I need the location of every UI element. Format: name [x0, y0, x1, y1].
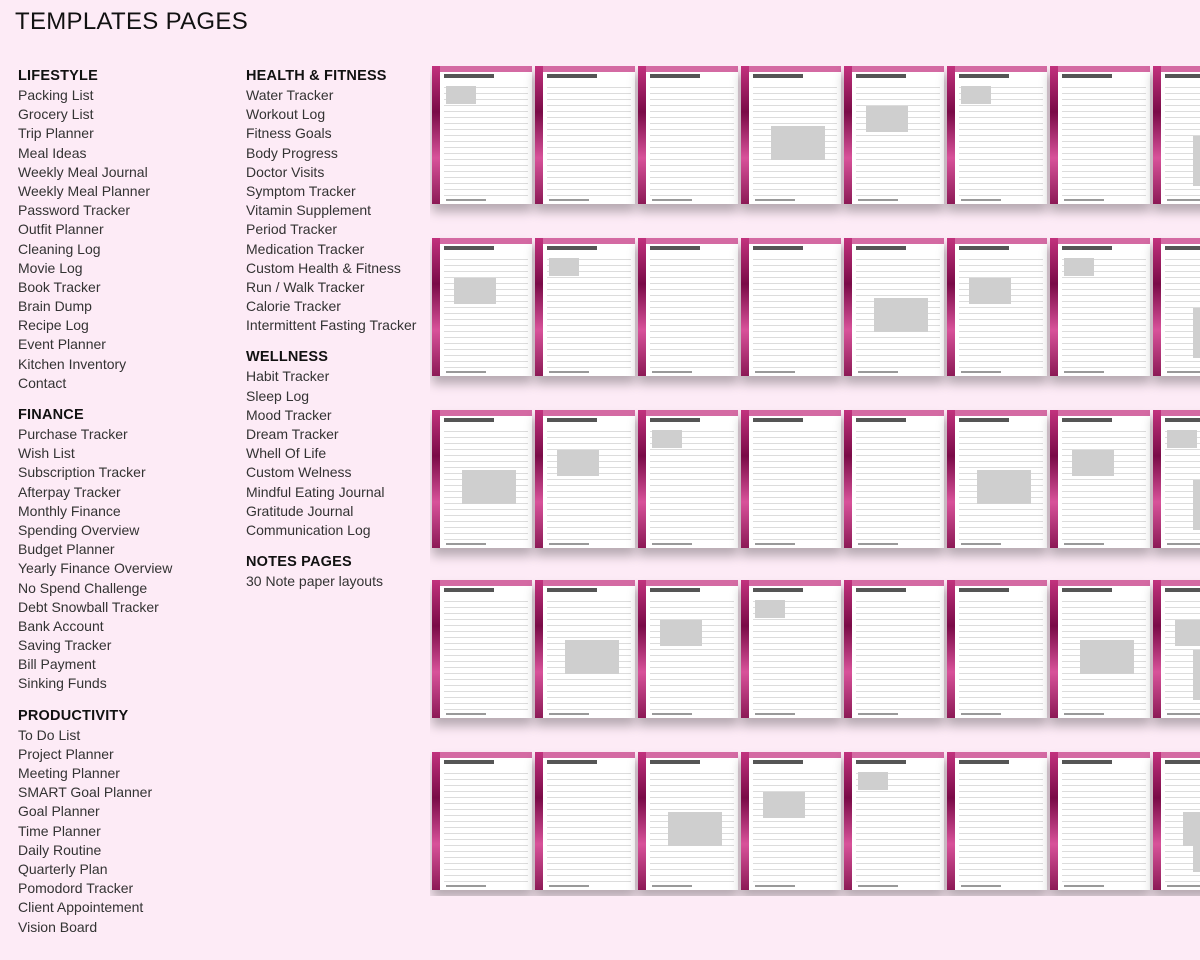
template-preview-row — [430, 752, 1200, 892]
template-preview-thumbnail — [1050, 410, 1150, 548]
template-preview-thumbnail — [1050, 238, 1150, 376]
template-list-item: 30 Note paper layouts — [246, 573, 383, 590]
template-preview-thumbnail — [432, 580, 532, 718]
template-list-item: Medication Tracker — [246, 240, 365, 257]
template-list-item: Whell Of Life — [246, 445, 327, 462]
template-list-item: Password Tracker — [18, 202, 131, 219]
template-preview-thumbnail — [741, 580, 841, 718]
template-list-item: To Do List — [18, 726, 81, 743]
section-title: PRODUCTIVITY — [18, 707, 129, 724]
section-title: HEALTH & FITNESS — [246, 68, 387, 84]
template-list-item: Dream Tracker — [246, 426, 339, 442]
template-preview-thumbnail — [741, 410, 841, 548]
template-list-item: Doctor Visits — [246, 163, 325, 180]
template-preview-thumbnail — [535, 752, 635, 890]
template-list-item: Sleep Log — [246, 387, 310, 404]
template-list-item: Calorie Tracker — [246, 298, 341, 315]
template-list-item: Client Appointement — [18, 899, 144, 916]
template-list-item: SMART Goal Planner — [18, 784, 153, 801]
template-list-item: Movie Log — [18, 259, 83, 276]
template-list-item: Debt Snowball Tracker — [18, 598, 159, 615]
template-preview-thumbnail — [947, 580, 1047, 718]
template-list-item: Custom Welness — [246, 464, 352, 481]
template-list-item: Quarterly Plan — [18, 860, 108, 877]
template-preview-thumbnail — [741, 66, 841, 204]
template-list-item: Brain Dump — [18, 298, 92, 315]
template-list-item: Water Tracker — [246, 87, 334, 103]
template-list-item: Habit Tracker — [246, 368, 330, 385]
section-title: NOTES PAGES — [246, 554, 352, 571]
template-preview-thumbnail — [638, 66, 738, 204]
template-list-item: Bill Payment — [18, 656, 96, 673]
template-preview-thumbnail — [844, 238, 944, 376]
template-preview-thumbnail — [638, 410, 738, 548]
section-title: LIFESTYLE — [18, 68, 98, 84]
template-list-item: Workout Log — [246, 106, 326, 123]
template-list-item: Bank Account — [18, 617, 104, 634]
section-title: WELLNESS — [246, 349, 329, 366]
template-list-item: Custom Health & Fitness — [246, 259, 401, 276]
template-preview-thumbnail — [535, 580, 635, 718]
template-preview-row — [430, 410, 1200, 550]
section-gap — [18, 694, 172, 706]
template-preview-thumbnail — [535, 66, 635, 204]
template-preview-thumbnail — [1153, 238, 1200, 376]
template-list-item: Wish List — [18, 445, 75, 462]
template-list-column-left — [18, 66, 172, 937]
template-preview-row — [430, 238, 1200, 378]
template-list-item: Communication Log — [246, 521, 371, 538]
template-preview-thumbnail — [844, 752, 944, 890]
template-preview-thumbnail — [638, 580, 738, 718]
template-list-item: Run / Walk Tracker — [246, 278, 365, 295]
template-preview-thumbnail — [844, 66, 944, 204]
template-list-item: Monthly Finance — [18, 502, 121, 519]
template-preview-thumbnail — [432, 66, 532, 204]
template-list-item: Mindful Eating Journal — [246, 483, 385, 500]
template-list-item: Pomodord Tracker — [18, 880, 134, 897]
template-list-item: Weekly Meal Journal — [18, 163, 148, 180]
template-list-item: Daily Routine — [18, 841, 102, 858]
template-list-item: Symptom Tracker — [246, 182, 356, 199]
template-list-item: Contact — [18, 374, 67, 391]
template-preview-thumbnail — [1050, 752, 1150, 890]
template-list-item: Afterpay Tracker — [18, 483, 121, 500]
template-list-item: Fitness Goals — [246, 125, 332, 142]
template-list-item: Outfit Planner — [18, 221, 104, 238]
template-preview-thumbnail — [1050, 66, 1150, 204]
template-list-item: Yearly Finance Overview — [18, 560, 173, 577]
template-list-item: Meal Ideas — [18, 144, 87, 161]
template-list-item: Subscription Tracker — [18, 464, 146, 481]
template-list-item: Goal Planner — [18, 803, 100, 820]
template-preview-thumbnail — [844, 580, 944, 718]
template-list-item: Book Tracker — [18, 278, 101, 295]
template-preview-thumbnail — [1153, 66, 1200, 204]
template-list-item: Gratitude Journal — [246, 502, 354, 519]
template-preview-thumbnail — [432, 752, 532, 890]
template-preview-thumbnail — [947, 752, 1047, 890]
template-list-column-right — [246, 66, 416, 591]
template-preview-row — [430, 580, 1200, 720]
template-list-item: Weekly Meal Planner — [18, 182, 151, 199]
template-preview-thumbnail — [947, 66, 1047, 204]
template-list-item: Cleaning Log — [18, 240, 101, 257]
template-list-item: Sinking Funds — [18, 675, 107, 692]
template-preview-thumbnail — [741, 752, 841, 890]
template-preview-thumbnail — [1153, 752, 1200, 890]
template-preview-thumbnail — [638, 752, 738, 890]
template-list-item: Trip Planner — [18, 125, 94, 142]
template-preview-thumbnail — [535, 410, 635, 548]
template-preview-thumbnail — [432, 238, 532, 376]
template-list-item: Saving Tracker — [18, 637, 112, 654]
template-preview-thumbnail — [1153, 580, 1200, 718]
template-list-item: Packing List — [18, 87, 94, 103]
template-list-item: Meeting Planner — [18, 765, 120, 781]
template-preview-thumbnail — [947, 238, 1047, 376]
template-preview-thumbnail — [535, 238, 635, 376]
template-list-item: Vision Board — [18, 918, 98, 935]
template-list-item: Budget Planner — [18, 541, 115, 558]
template-preview-thumbnail — [1153, 410, 1200, 548]
template-list-item: Period Tracker — [246, 221, 338, 238]
template-list-item: Mood Tracker — [246, 406, 332, 423]
template-preview-thumbnail — [741, 238, 841, 376]
template-list-item: No Spend Challenge — [18, 579, 148, 596]
template-preview-grid — [430, 66, 1200, 896]
template-list-item: Body Progress — [246, 144, 338, 161]
template-preview-thumbnail — [844, 410, 944, 548]
template-list-item: Time Planner — [18, 822, 101, 839]
template-preview-row — [430, 66, 1200, 206]
template-list-item: Event Planner — [18, 336, 106, 353]
template-list-item: Project Planner — [18, 745, 114, 762]
template-list-item: Intermittent Fasting Tracker — [246, 317, 417, 334]
section-gap — [246, 335, 416, 347]
page-title: TEMPLATES PAGES — [15, 8, 249, 35]
section-gap — [18, 393, 172, 405]
section-gap — [246, 540, 416, 552]
template-list-item: Spending Overview — [18, 521, 140, 538]
template-preview-thumbnail — [638, 238, 738, 376]
template-list-item: Grocery List — [18, 106, 94, 123]
template-preview-thumbnail — [432, 410, 532, 548]
template-preview-thumbnail — [1050, 580, 1150, 718]
template-list-item: Kitchen Inventory — [18, 355, 127, 372]
section-title: FINANCE — [18, 407, 84, 423]
template-list-item: Purchase Tracker — [18, 426, 128, 442]
template-list-item: Recipe Log — [18, 317, 89, 334]
template-list-item: Vitamin Supplement — [246, 202, 372, 219]
template-preview-thumbnail — [947, 410, 1047, 548]
